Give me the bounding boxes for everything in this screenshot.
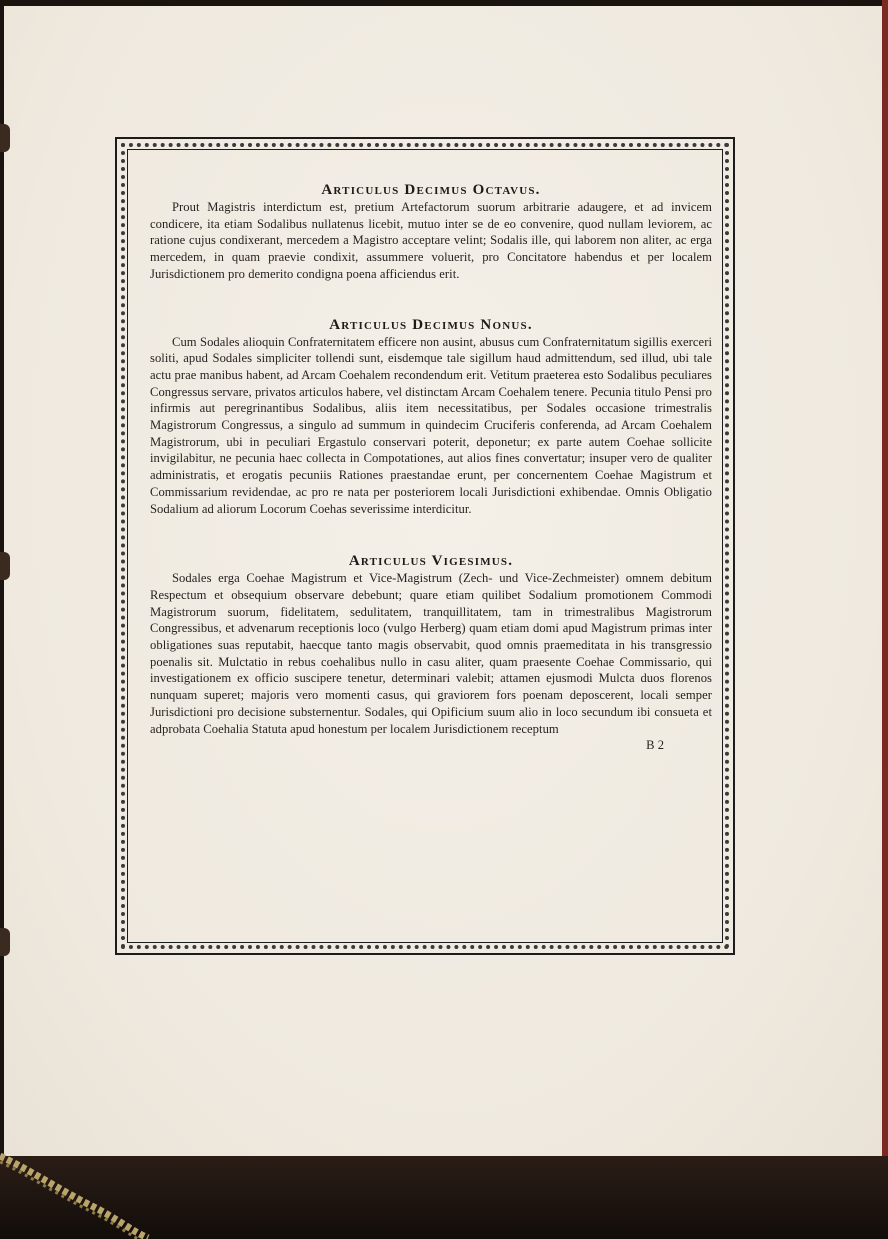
binding-hole	[0, 124, 10, 152]
signature-mark: B 2	[646, 738, 664, 753]
binding-hole	[0, 552, 10, 580]
article-heading: Articulus Decimus Octavus.	[321, 182, 541, 198]
page-edge	[882, 0, 888, 1239]
article-paragraph: Cum Sodales alioquin Confraternitatem efficere non ausint, abusus cum Confraternitatum sigillis exerceri soliti, apud Sodales simpliciter tollendi sunt, eisdemque tale sigillum haud admittendum, sed illud, ubi tale actu prae manibus habent, ad Arcam Coehalem recondendum erit. Vetitum praeterea esto Sodalibus peculiares Congressus servare, privatos articulos habere, vel distinctam Arcam Coehalem tenere. Pecunia titulo Pensi pro infirmis aut peregrinantibus Sodalibus, aliis item necessitatibus, per Sodales occasione trimestralis Magistrorum Congressus, a singulo ad summum in quindecim Cruciferis conferenda, ad Arcam Coehalem Magistrorum, ubi in peculiari Ergastulo conservari poterit, deponetur; ex parte autem Coehae sollicite invigilabitur, ne pecunia haec collecta in Compotationes, aut alios fines convertatur; insuper vero de qualiter administratis, et erogatis pecuniis Rationes praestandae erunt, per concernentem Coehae Magistrum et Commissarium revidendae, ac pro re nata per posteriorem locali Jurisdictioni exhibendae. Omnis Obligatio Sodalium ad aliorum Locorum Coehas severissime interdicitur.	[150, 334, 712, 516]
binding-hole	[0, 928, 10, 956]
article-heading: Articulus Decimus Nonus.	[329, 316, 533, 333]
article-heading: Articulus Vigesimus.	[348, 553, 514, 570]
binding-cord	[0, 1150, 150, 1239]
article-content	[150, 182, 712, 753]
text-block	[127, 149, 723, 943]
article-paragraph: Sodales erga Coehae Magistrum et Vice-Magistrum (Zech- und Vice-Zechmeister) omnem debitum Respectum et obsequium observare debebunt; quare etiam quilibet Sodalium promotionem Commodi Magistrorum suorum, fidelitatem, sedulitatem, tranquillitatem, tam in trimestralibus Magistrorum Congressibus, et advenarum receptionis loco (vulgo Herberg) quam etiam domi apud Magistrum primas inter obligationes suas reputabit, haecque tanto magis observabit, quod omnis praemeditata in his transgressio poenalis sit. Mulctatio in rebus coehalibus nullo in casu aliter, quam praesente Coehae Commissario, qui investigationem ex officio suscipere tenetur, determinari valebit; attamen ejusmodi Mulcta duos florenos nunquam superet; majoris vero momenti casus, qui graviorem fors poenam deposcerent, locali semper Jurisdictioni pro decisione substernentur. Sodales, qui Opificium suum alio in loco secundum ibi consueta et adprobata Coehalia Statuta apud honestum per localem Jurisdictionem receptum	[150, 571, 712, 736]
ornamental-border	[115, 137, 735, 955]
article-paragraph: Prout Magistris interdictum est, pretium Artefactorum suorum arbitrarie adaugere, et ad invicem condicere, ita etiam Sodalibus nullatenus licebit, mutuo inter se de eo convenire, quod nullam leviorem, ac ratione cujus condixerant, mercedem a Magistro acceptare velint; Sodalis ille, qui laborem non aliter, ac erga mercedem, in quam praevie condixit, assummere voluerit, pro Concitatore habendus et per localem Jurisdictionem pro demerito condigna poena afficiendus erit.	[150, 200, 712, 281]
beaded-border	[121, 143, 729, 949]
